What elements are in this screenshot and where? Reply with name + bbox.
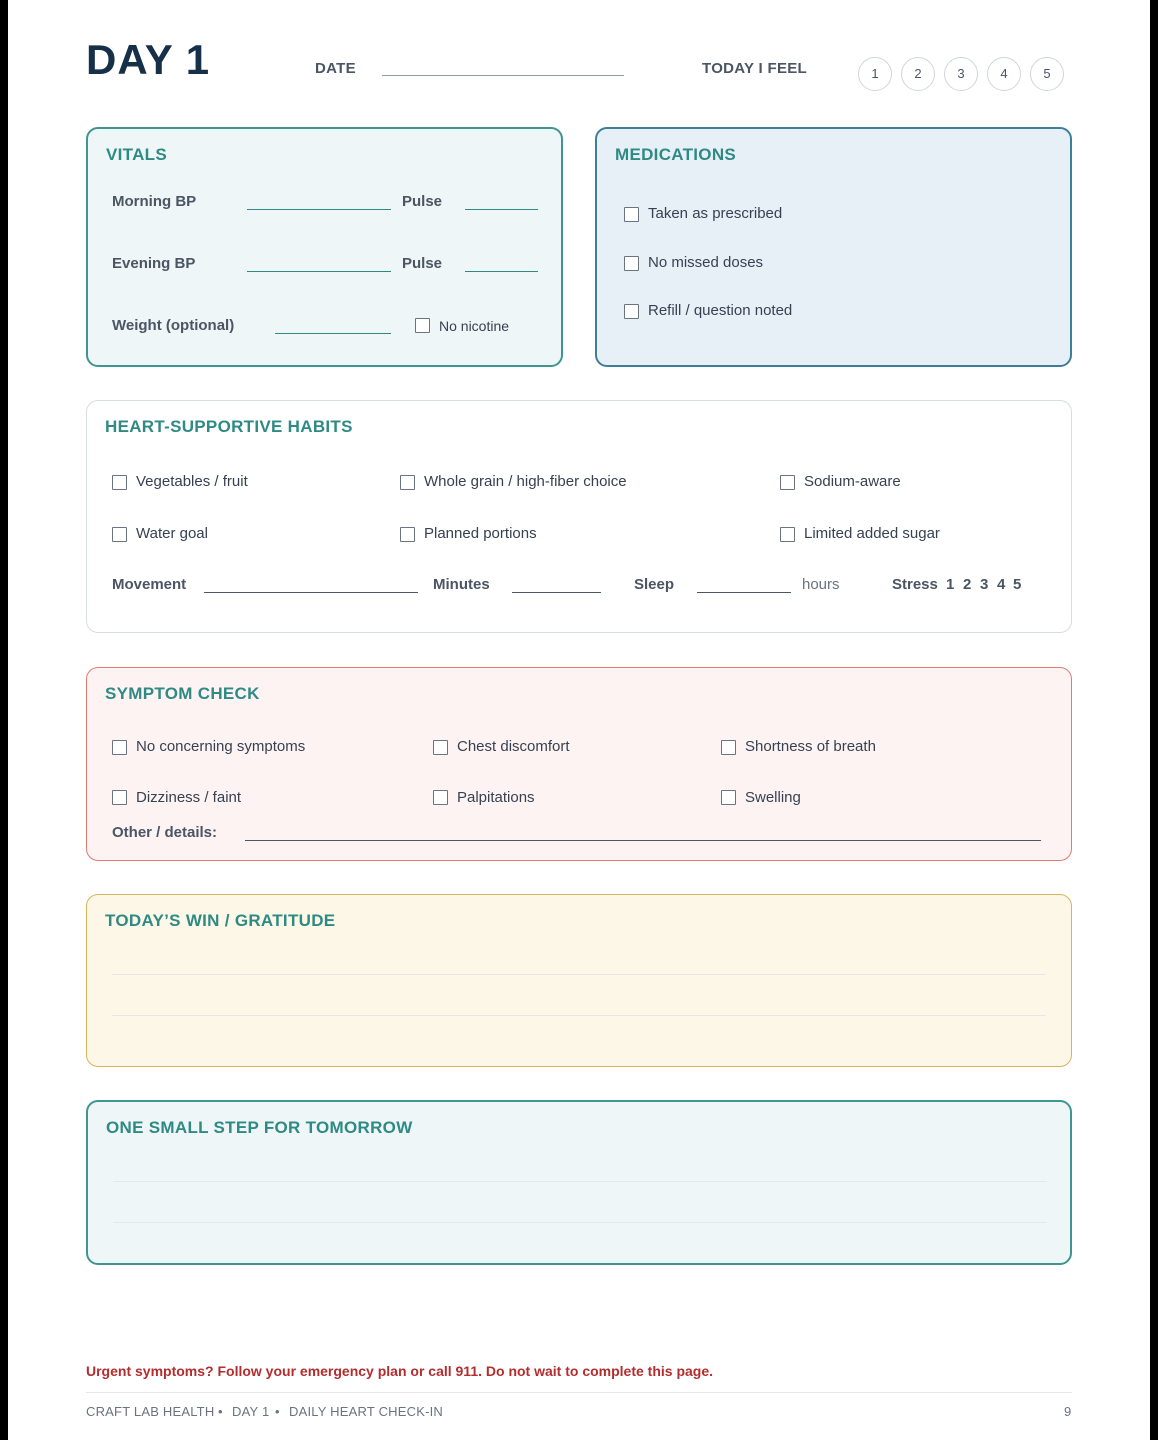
taken-as-prescribed-label: Taken as prescribed	[648, 205, 783, 222]
page-number: 9	[1064, 1404, 1072, 1419]
stress-option-3[interactable]: 3	[980, 576, 989, 593]
footer-separator: •	[275, 1404, 280, 1419]
planned-portions-checkbox[interactable]	[400, 527, 415, 542]
whole-grain-label: Whole grain / high-fiber choice	[424, 473, 627, 490]
win-line-1[interactable]	[112, 974, 1046, 975]
tomorrow-step-title: ONE SMALL STEP FOR TOMORROW	[106, 1118, 413, 1137]
feel-option-3[interactable]: 3	[944, 57, 978, 91]
morning-bp-field[interactable]	[247, 209, 391, 210]
vitals-card	[86, 127, 563, 367]
journal-page	[8, 0, 1150, 1440]
win-line-2[interactable]	[112, 1015, 1046, 1016]
medications-card	[595, 127, 1072, 367]
no-nicotine-label: No nicotine	[439, 318, 510, 334]
footer-divider	[86, 1392, 1072, 1393]
footer-brand: CRAFT LAB HEALTH	[86, 1404, 215, 1419]
taken-as-prescribed-checkbox[interactable]	[624, 207, 639, 222]
win-title: TODAY’S WIN / GRATITUDE	[105, 911, 336, 930]
minutes-field[interactable]	[512, 592, 601, 593]
refill-question-label: Refill / question noted	[648, 302, 793, 319]
vitals-title: VITALS	[106, 145, 167, 164]
palpitations-checkbox[interactable]	[433, 790, 448, 805]
habits-card	[86, 400, 1072, 633]
urgent-note: Urgent symptoms? Follow your emergency plan or call 911. Do not wait to complete this page.	[86, 1363, 714, 1379]
sleep-label: Sleep	[634, 576, 675, 593]
planned-portions-label: Planned portions	[424, 525, 537, 542]
morning-pulse-field[interactable]	[465, 209, 538, 210]
evening-pulse-label: Pulse	[402, 255, 443, 272]
date-label: DATE	[315, 60, 356, 77]
no-nicotine-checkbox[interactable]	[415, 318, 430, 333]
evening-bp-label: Evening BP	[112, 255, 196, 272]
feel-option-4[interactable]: 4	[987, 57, 1021, 91]
win-card	[86, 894, 1072, 1067]
limited-sugar-checkbox[interactable]	[780, 527, 795, 542]
medications-title: MEDICATIONS	[615, 145, 737, 164]
shortness-of-breath-label: Shortness of breath	[745, 738, 876, 755]
stress-option-4[interactable]: 4	[997, 576, 1006, 593]
chest-discomfort-checkbox[interactable]	[433, 740, 448, 755]
weight-field[interactable]	[275, 333, 391, 334]
tomorrow-step-card	[86, 1100, 1072, 1265]
footer-separator: •	[218, 1404, 223, 1419]
page-title: DAY 1	[86, 36, 211, 83]
footer-document-title: DAILY HEART CHECK-IN	[289, 1404, 444, 1419]
no-symptoms-label: No concerning symptoms	[136, 738, 306, 755]
no-symptoms-checkbox[interactable]	[112, 740, 127, 755]
limited-sugar-label: Limited added sugar	[804, 525, 940, 542]
feel-option-5[interactable]: 5	[1030, 57, 1064, 91]
vegetables-fruit-checkbox[interactable]	[112, 475, 127, 490]
sodium-aware-label: Sodium-aware	[804, 473, 901, 490]
evening-pulse-field[interactable]	[465, 271, 538, 272]
morning-pulse-label: Pulse	[402, 193, 443, 210]
sleep-field[interactable]	[697, 592, 791, 593]
shortness-of-breath-checkbox[interactable]	[721, 740, 736, 755]
water-goal-label: Water goal	[136, 525, 208, 542]
whole-grain-checkbox[interactable]	[400, 475, 415, 490]
habits-title: HEART-SUPPORTIVE HABITS	[105, 417, 353, 436]
step-line-1[interactable]	[113, 1181, 1047, 1182]
step-line-2[interactable]	[113, 1222, 1047, 1223]
hours-label: hours	[802, 576, 840, 593]
feel-label: TODAY I FEEL	[702, 60, 808, 77]
other-details-field[interactable]	[245, 840, 1041, 841]
water-goal-checkbox[interactable]	[112, 527, 127, 542]
dizziness-checkbox[interactable]	[112, 790, 127, 805]
swelling-label: Swelling	[745, 789, 801, 806]
feel-option-1[interactable]: 1	[858, 57, 892, 91]
no-missed-doses-checkbox[interactable]	[624, 256, 639, 271]
morning-bp-label: Morning BP	[112, 193, 197, 210]
sodium-aware-checkbox[interactable]	[780, 475, 795, 490]
date-field[interactable]	[382, 75, 624, 76]
minutes-label: Minutes	[433, 576, 490, 593]
stress-option-2[interactable]: 2	[963, 576, 972, 593]
swelling-checkbox[interactable]	[721, 790, 736, 805]
refill-question-checkbox[interactable]	[624, 304, 639, 319]
vegetables-fruit-label: Vegetables / fruit	[136, 473, 248, 490]
stress-option-5[interactable]: 5	[1013, 576, 1022, 593]
footer-day: DAY 1	[232, 1404, 270, 1419]
movement-field[interactable]	[204, 592, 418, 593]
stress-option-1[interactable]: 1	[946, 576, 955, 593]
movement-label: Movement	[112, 576, 187, 593]
stress-label: Stress	[892, 576, 938, 593]
feel-option-2[interactable]: 2	[901, 57, 935, 91]
no-missed-doses-label: No missed doses	[648, 254, 764, 271]
other-details-label: Other / details:	[112, 824, 218, 841]
chest-discomfort-label: Chest discomfort	[457, 738, 570, 755]
weight-label: Weight (optional)	[112, 317, 235, 334]
symptoms-title: SYMPTOM CHECK	[105, 684, 260, 703]
palpitations-label: Palpitations	[457, 789, 535, 806]
symptoms-card	[86, 667, 1072, 861]
dizziness-label: Dizziness / faint	[136, 789, 242, 806]
evening-bp-field[interactable]	[247, 271, 391, 272]
